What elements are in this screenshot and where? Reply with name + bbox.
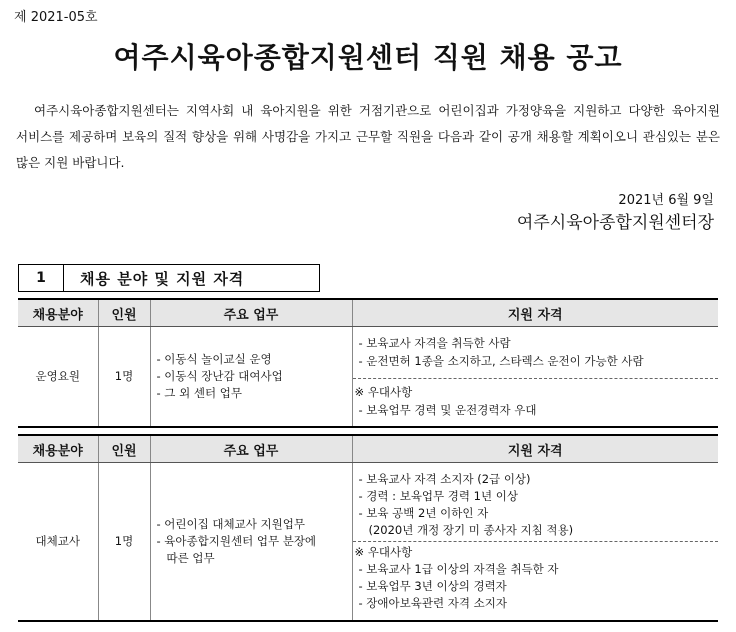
position-field: 대체교사: [18, 463, 98, 621]
header-count: 인원: [98, 435, 150, 463]
position-count: 1명: [98, 463, 150, 621]
header-qualification: 지원 자격: [352, 299, 718, 327]
duty-item: - 이동식 장난감 대여사업: [156, 368, 283, 383]
qualification-item: - 경력 : 보육업무 경력 1년 이상: [358, 488, 518, 503]
position-duties: [150, 463, 352, 621]
header-duties: 주요 업무: [150, 299, 352, 327]
section-title: 채용 분야 및 지원 자격: [80, 269, 245, 288]
position-qualifications: [352, 327, 718, 427]
announcement-date: 2021년 6월 9일: [618, 193, 714, 208]
position-count: 1명: [98, 327, 150, 427]
duty-item: - 이동식 놀이교실 운영: [156, 351, 272, 366]
qualification-item: - 보육 공백 2년 이하인 자: [358, 505, 489, 520]
section-number: 1: [19, 265, 64, 291]
header-field: 채용분야: [18, 435, 98, 463]
intro-paragraph: 여주시육아종합지원센터는 지역사회 내 육아지원을 위한 거점기관으로 어린이집과 가정양육을 지원하고 다양한 육아지원 서비스를 제공하며 보육의 질적 향상을 위해 사명감을 가지고 근무할 직원을 다음과 같이 공개 채용할 계획이오니 관심있는 분은 많은 지원 바랍니다.: [16, 103, 720, 170]
header-duties: 주요 업무: [150, 435, 352, 463]
position-qualifications: [352, 463, 718, 621]
duty-item: - 어린이집 대체교사 지원업무: [156, 516, 305, 531]
qualification-item: - 보육교사 자격 소지자 (2급 이상): [358, 471, 531, 486]
header-qualification: 지원 자격: [352, 435, 718, 463]
document-number: 제 2021-05호: [14, 10, 98, 25]
page-title: 여주시육아종합지원센터 직원 채용 공고: [113, 41, 623, 74]
preference-item: - 장애아보육관련 자격 소지자: [358, 595, 507, 610]
header-count: 인원: [98, 299, 150, 327]
preference-item: - 보육업무 경력 및 운전경력자 우대: [358, 402, 537, 417]
position-duties: [150, 327, 352, 427]
position-field: 운영요원: [18, 327, 98, 427]
organization-name: 여주시육아종합지원센터장: [516, 213, 714, 233]
qualification-note: (2020년 개정 장기 미 종사자 지침 적용): [368, 522, 574, 537]
preference-title: ※ 우대사항: [354, 544, 413, 559]
preference-title: ※ 우대사항: [354, 384, 413, 399]
duty-item: - 육아종합지원센터 업무 분장에: [156, 533, 317, 548]
preference-item: - 보육업무 3년 이상의 경력자: [358, 578, 507, 593]
duty-item: - 그 외 센터 업무: [156, 385, 242, 400]
qualification-item: - 운전면허 1종을 소지하고, 스타렉스 운전이 가능한 사람: [358, 353, 644, 368]
recruitment-table-substitute: [18, 434, 718, 622]
duty-item: 따른 업무: [166, 550, 215, 565]
section-header: [18, 264, 320, 292]
preference-item: - 보육교사 1급 이상의 자격을 취득한 자: [358, 561, 559, 576]
qualification-item: - 보육교사 자격을 취득한 사람: [358, 335, 511, 350]
recruitment-table-operations: [18, 298, 718, 428]
header-field: 채용분야: [18, 299, 98, 327]
